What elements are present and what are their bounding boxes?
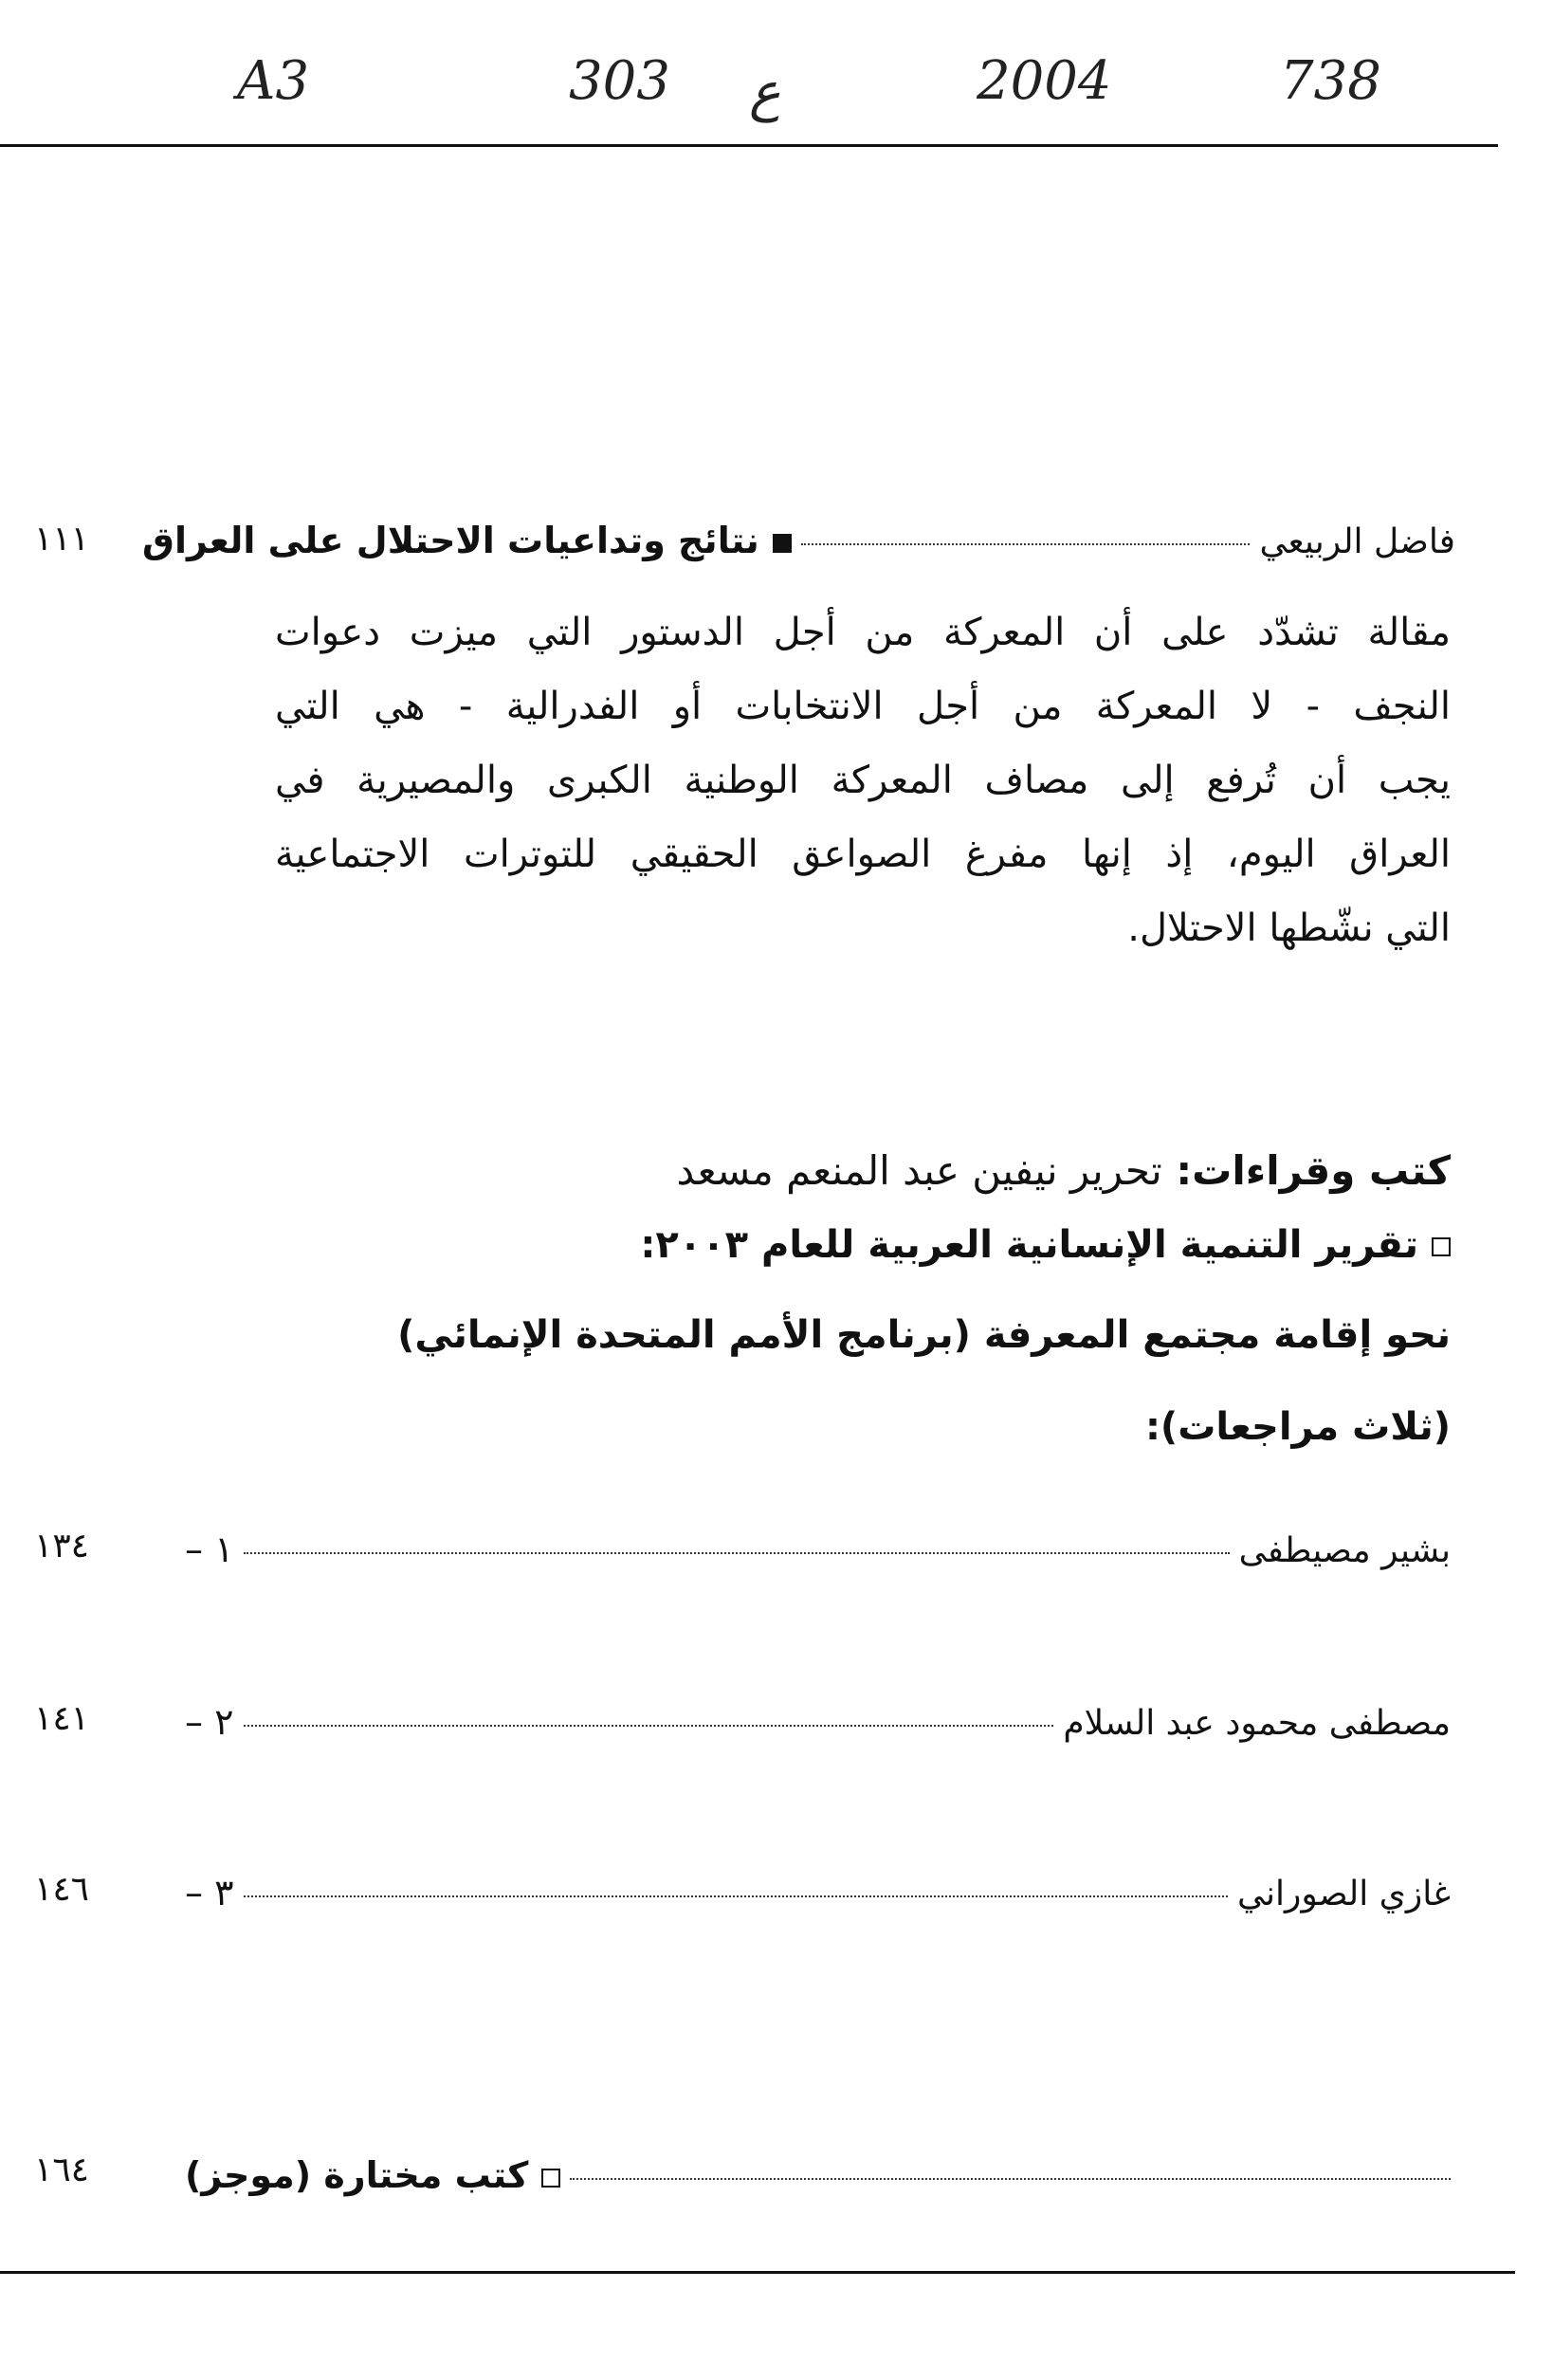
report-title-text: تقرير التنمية الإنسانية العربية للعام ٢٠٠٣: <box>640 1223 1418 1267</box>
bottom-rule <box>0 2271 1515 2274</box>
summary-line: النجف - لا المعركة من أجل الانتخابات أو الفدرالية - هي التي <box>275 685 1451 728</box>
handwritten-code: A3 <box>237 50 310 112</box>
summary-line: التي نشّطها الاحتلال. <box>1127 906 1451 950</box>
entry-summary <box>275 595 1451 965</box>
selected-books-page-number: ١٦٤ <box>34 2151 90 2189</box>
selected-books-title-wrap <box>185 2154 560 2196</box>
selected-books-title: كتب مختارة (موجز) <box>185 2154 529 2196</box>
handwritten-id: 738 <box>1280 50 1381 112</box>
review-author: بشير مصيطفى <box>1238 1531 1451 1570</box>
handwritten-number: 303 <box>569 50 670 112</box>
review-number: ٢ – <box>185 1701 234 1743</box>
checkbox-square-icon <box>1432 1237 1451 1256</box>
review-page-number: ١٤١ <box>34 1699 90 1738</box>
reviews-label: (ثلاث مراجعات): <box>1144 1405 1451 1449</box>
review-author: مصطفى محمود عبد السلام <box>1063 1704 1451 1743</box>
entry-title-wrap <box>142 520 792 561</box>
entry-page-number: ١١١ <box>34 520 90 558</box>
top-rule <box>0 144 1498 147</box>
report-subtitle: نحو إقامة مجتمع المعرفة (برنامج الأمم المتحدة الإنمائي) <box>397 1313 1451 1357</box>
leader-dots <box>801 543 1251 545</box>
review-number: ١ – <box>185 1529 234 1570</box>
entry-title: نتائج وتداعيات الاحتلال على العراق <box>142 520 759 561</box>
leader-dots <box>570 2178 1451 2180</box>
review-entry <box>185 1872 1451 1913</box>
review-number: ٣ – <box>185 1872 234 1913</box>
report-title <box>640 1223 1451 1267</box>
books-heading-label: كتب وقراءات: <box>1176 1147 1451 1194</box>
selected-books-entry <box>185 2154 1460 2196</box>
review-author: غازي الصوراني <box>1237 1875 1451 1913</box>
checkbox-square-icon <box>541 2169 560 2188</box>
review-page-number: ١٤٦ <box>34 1870 90 1909</box>
review-page-number: ١٣٤ <box>34 1527 90 1565</box>
summary-line: مقالة تشدّد على أن المعركة من أجل الدستور التي ميزت دعوات <box>275 611 1451 654</box>
toc-entry <box>142 520 1455 561</box>
leader-dots <box>244 1552 1230 1554</box>
leader-dots <box>244 1725 1054 1727</box>
review-entry <box>185 1701 1451 1743</box>
handwritten-year: 2004 <box>977 50 1112 112</box>
handwritten-issue-mark: ع <box>749 62 781 123</box>
summary-line: العراق اليوم، إذ إنها مفرغ الصواعق الحقيقي للتوترات الاجتماعية <box>275 833 1451 876</box>
entry-author: فاضل الربيعي <box>1259 522 1455 561</box>
summary-line: يجب أن تُرفع إلى مصاف المعركة الوطنية الكبرى والمصيرية في <box>275 759 1451 802</box>
books-heading <box>677 1147 1451 1194</box>
leader-dots <box>244 1895 1228 1897</box>
review-entry <box>185 1529 1451 1570</box>
books-editor: تحرير نيفين عبد المنعم مسعد <box>676 1147 1162 1194</box>
bullet-square-icon <box>773 534 792 553</box>
